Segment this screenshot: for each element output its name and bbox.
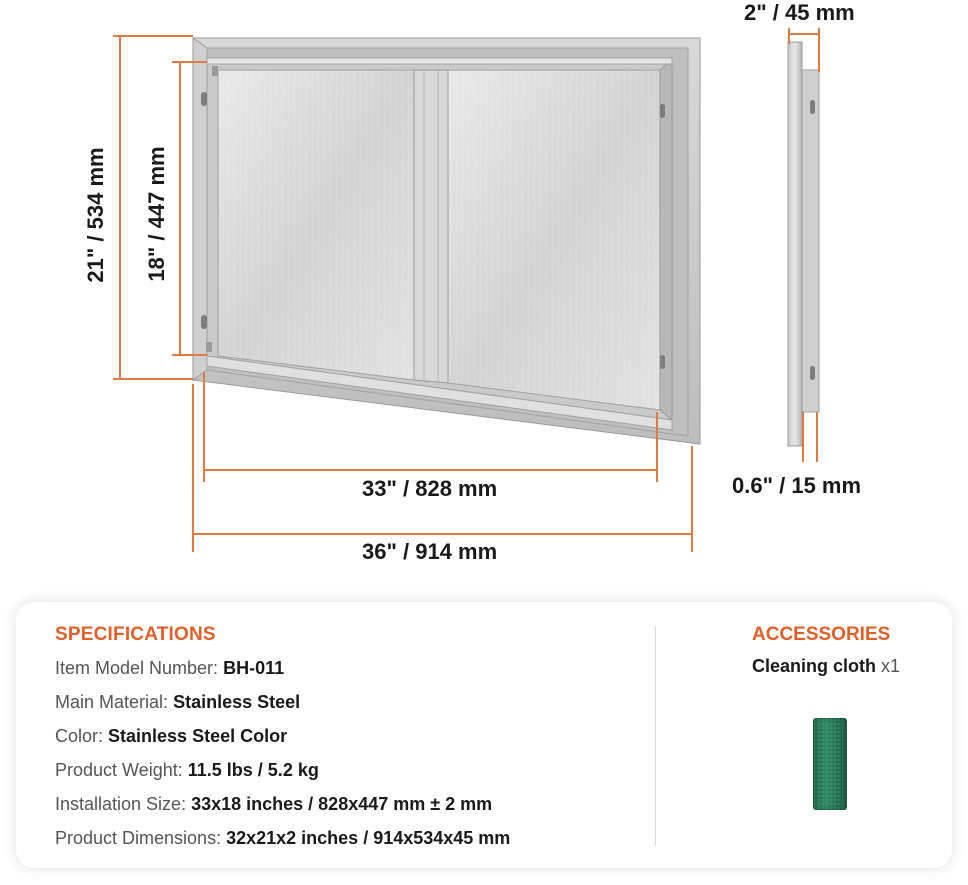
spec-value: 11.5 lbs / 5.2 kg bbox=[187, 760, 319, 780]
spec-label: Installation Size: bbox=[55, 794, 187, 814]
outer-width-label: 36" / 914 mm bbox=[362, 539, 498, 564]
spec-row-installation-size bbox=[55, 794, 492, 815]
outer-height-label: 21" / 534 mm bbox=[83, 147, 108, 283]
accessory-item bbox=[752, 656, 900, 677]
spec-row-model bbox=[55, 658, 284, 679]
divider bbox=[655, 626, 656, 846]
spec-label: Product Dimensions: bbox=[55, 828, 222, 848]
accessories-title: ACCESSORIES bbox=[752, 624, 891, 645]
spec-value: 32x21x2 inches / 914x534x45 mm bbox=[226, 828, 511, 848]
flange-depth-label: 0.6" / 15 mm bbox=[732, 473, 862, 498]
spec-row-weight bbox=[55, 760, 319, 781]
inner-height-label: 18" / 447 mm bbox=[144, 146, 169, 282]
spec-row-dimensions bbox=[55, 828, 510, 849]
spec-label: Product Weight: bbox=[55, 760, 183, 780]
spec-value: Stainless Steel Color bbox=[108, 726, 288, 746]
door-frame bbox=[193, 38, 700, 444]
spec-value: 33x18 inches / 828x447 mm ± 2 mm bbox=[191, 794, 493, 814]
side-profile bbox=[788, 42, 819, 446]
specifications-title: SPECIFICATIONS bbox=[55, 624, 216, 645]
inner-width-label: 33" / 828 mm bbox=[362, 476, 498, 501]
cleaning-cloth-image bbox=[813, 718, 847, 810]
spec-label: Main Material: bbox=[55, 692, 169, 712]
spec-card bbox=[16, 602, 952, 868]
accessory-name: Cleaning cloth bbox=[752, 656, 877, 676]
spec-label: Item Model Number: bbox=[55, 658, 219, 678]
spec-label: Color: bbox=[55, 726, 104, 746]
spec-value: BH-011 bbox=[223, 658, 285, 678]
spec-row-color bbox=[55, 726, 287, 747]
accessory-qty: x1 bbox=[881, 656, 901, 676]
spec-row-material bbox=[55, 692, 300, 713]
spec-value: Stainless Steel bbox=[173, 692, 301, 712]
depth-top-label: 2" / 45 mm bbox=[744, 0, 855, 25]
